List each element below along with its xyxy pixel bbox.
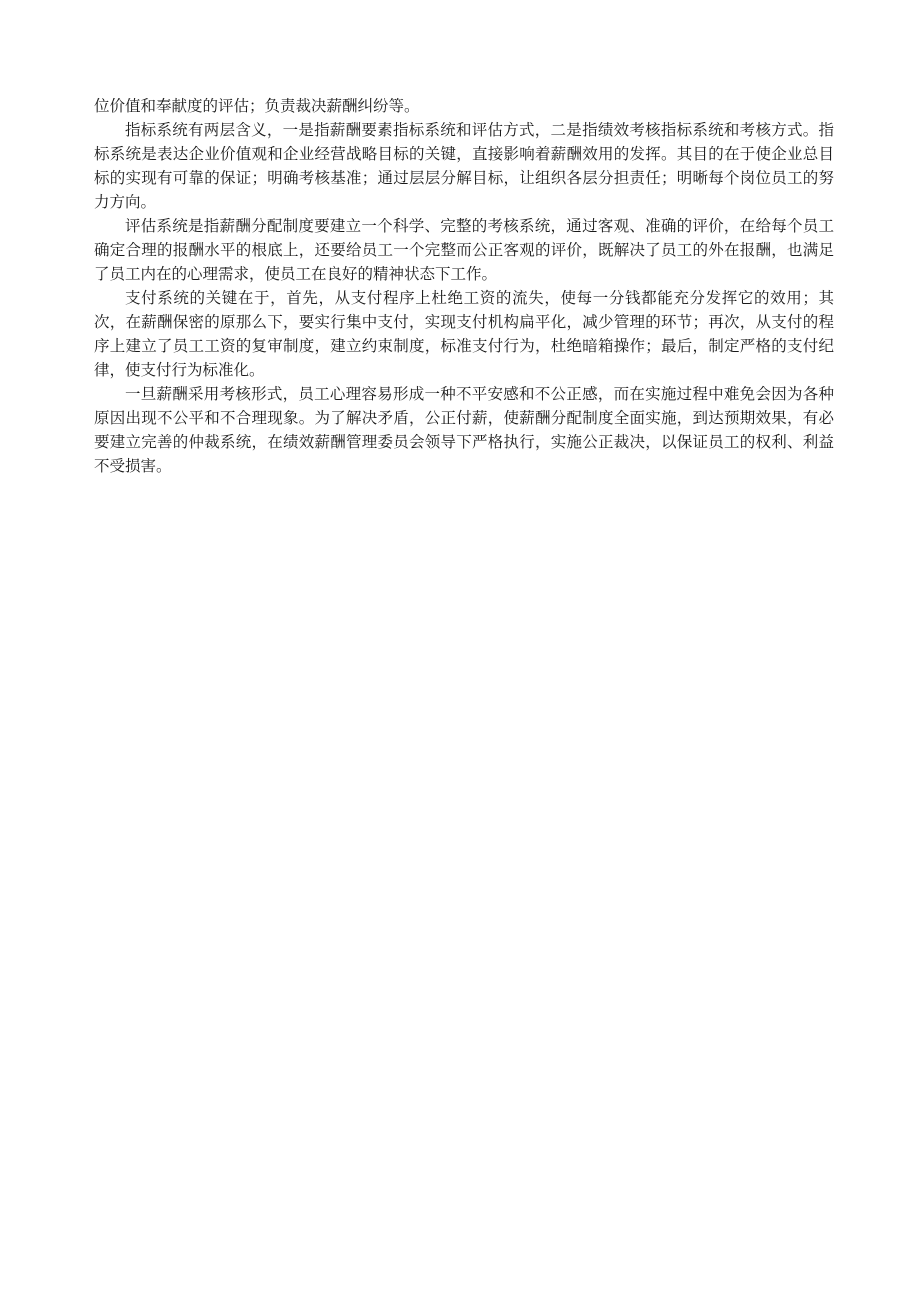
paragraph-evaluation-system: 评估系统是指薪酬分配制度要建立一个科学、完整的考核系统，通过客观、准确的评价，在给每个员工确定合理的报酬水平的根底上，还要给员工一个完整而公正客观的评价，既解决了员工的外在报酬，也满足了员工内在的心理需求，使员工在良好的精神状态下工作。 — [94, 217, 834, 283]
paragraph-payment-system: 支付系统的关键在于，首先，从支付程序上杜绝工资的流失，使每一分钱都能充分发挥它的效用；其次，在薪酬保密的原那么下，要实行集中支付，实现支付机构扁平化，减少管理的环节；再次，从支付的程序上建立了员工工资的复审制度，建立约束制度，标准支付行为，杜绝暗箱操作；最后，制定严格的支付纪律，使支付行为标准化。 — [94, 289, 834, 379]
document-body — [94, 94, 834, 478]
paragraph-continuation: 位价值和奉献度的评估；负责裁决薪酬纠纷等。 — [94, 97, 420, 115]
paragraph-arbitration-system: 一旦薪酬采用考核形式，员工心理容易形成一种不平安感和不公正感，而在实施过程中难免会因为各种原因出现不公平和不合理现象。为了解决矛盾，公正付薪，使薪酬分配制度全面实施，到达预期效果，有必要建立完善的仲裁系统，在绩效薪酬管理委员会领导下严格执行，实施公正裁决，以保证员工的权利、利益不受损害。 — [94, 385, 834, 475]
paragraph-indicator-system: 指标系统有两层含义，一是指薪酬要素指标系统和评估方式，二是指绩效考核指标系统和考核方式。指标系统是表达企业价值观和企业经营战略目标的关键，直接影响着薪酬效用的发挥。其目的在于使企业总目标的实现有可靠的保证；明确考核基准；通过层层分解目标，让组织各层分担责任；明晰每个岗位员工的努力方向。 — [94, 121, 834, 211]
